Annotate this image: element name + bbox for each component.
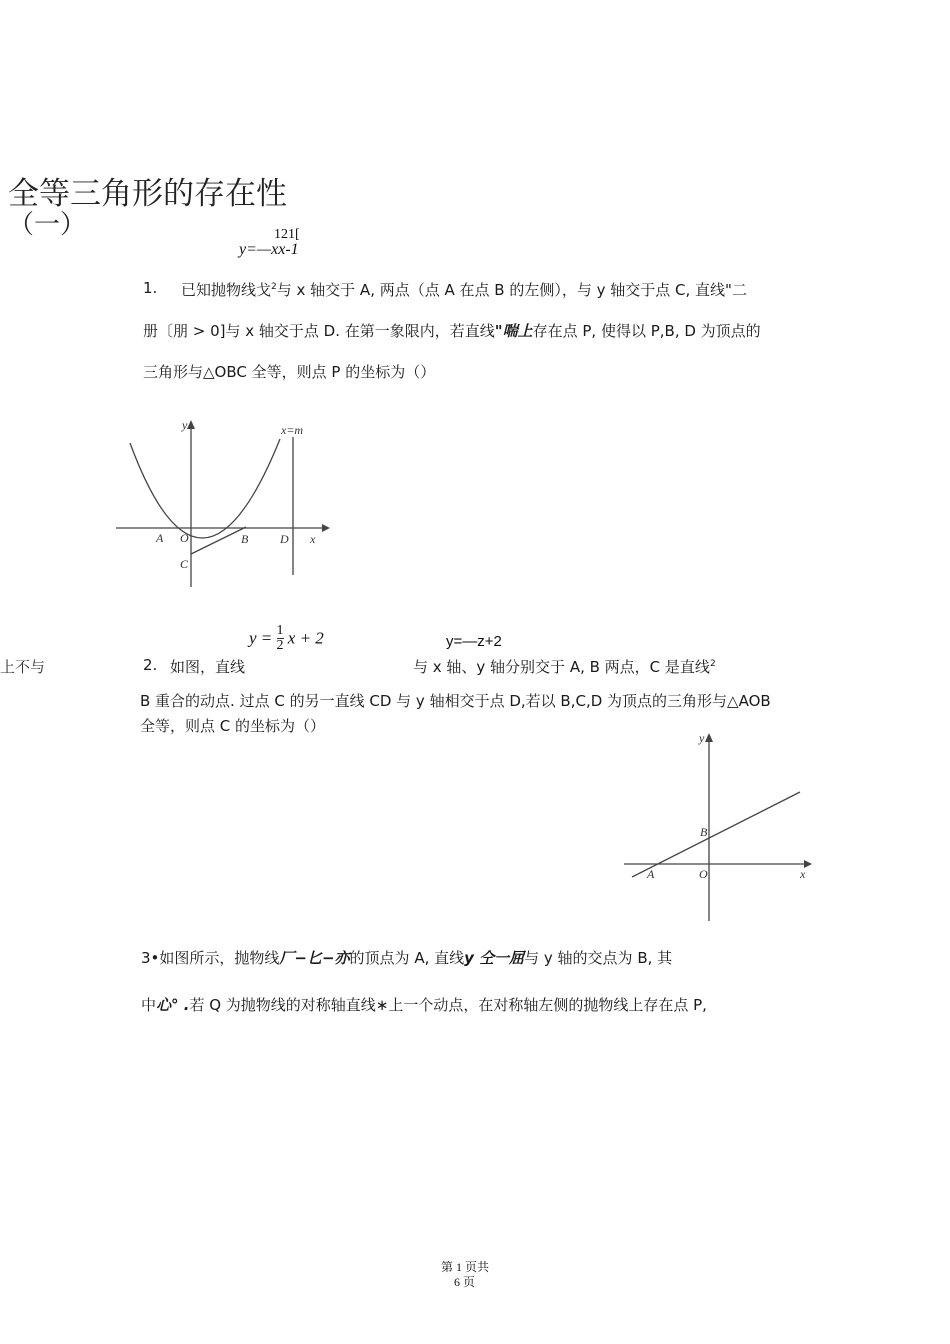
q3-line1-a: 3•如图所示，抛物线 (141, 949, 280, 967)
q1-parabola (130, 439, 280, 538)
q1-line2-b: "喘上 (494, 322, 533, 340)
q2-line1-sup: 2 (709, 659, 716, 669)
q3-line1-c: 的顶点为 A, 直线 (349, 949, 465, 967)
q1-line1-b: 与 x 轴交于 A, 两点（点 A 在点 B 的左侧），与 y 轴交于点 C, 直线"二 (276, 281, 747, 299)
q3-line2-c: 若 Q 为抛物线的对称轴直线∗上一个动点，在对称轴左侧的抛物线上存在点 P, (189, 996, 707, 1014)
page-title: 全等三角形的存在性 (8, 176, 287, 212)
footer-page-line1: 第 1 页共 (441, 1260, 490, 1274)
q2-equation (249, 624, 324, 653)
q1-label-d: D (280, 532, 289, 546)
q2-label-b: B (700, 825, 708, 839)
q3-line1-e: 与 y 轴的交点为 B, 其 (524, 949, 673, 967)
q2-label-o: O (699, 867, 708, 881)
q1-line2-a: 册〔朋 > 0]与 x 轴交于点 D. 在第一象限内，若直线 (143, 322, 495, 340)
q2-label-y: y (699, 731, 705, 745)
q2-eq-fraction (277, 624, 284, 653)
q3-line1-b: 厂−匕−亦 (279, 949, 350, 967)
q1-label-x: x (310, 532, 316, 546)
q1-label-o: O (180, 531, 189, 545)
q3-line1-d: y 仝一屈 (464, 949, 525, 967)
q2-number: 2. (143, 656, 158, 674)
q1-equation: y=—xx-1 (239, 241, 299, 258)
q1-line3: 三角形与△OBC 全等，则点 P 的坐标为（） (143, 363, 436, 381)
q1-label-xm: x=m (281, 423, 304, 437)
q1-label-b: B (241, 532, 249, 546)
q2-equation-2: y=—z+2 (446, 633, 502, 650)
q2-figure (620, 728, 820, 923)
q1-y-arrow (187, 420, 195, 429)
q2-line1 (413, 656, 716, 677)
q1-equation-top: 121[ (274, 227, 300, 242)
q1-line2-c: 存在点 P, 使得以 P,B, D 为顶点的 (532, 322, 761, 340)
q1-label-c: C (180, 557, 189, 571)
q1-line1-sup: 2 (271, 282, 277, 292)
q2-eq-rest: x + 2 (287, 628, 324, 648)
q1-number: 1. (143, 279, 158, 297)
q2-eq-denominator: 2 (276, 638, 284, 653)
footer-page-line2: 6 页 (454, 1275, 476, 1289)
q3-line2 (141, 994, 707, 1015)
page-subtitle: （一） (8, 210, 87, 240)
q3-line1 (141, 947, 672, 968)
q1-label-y: y (182, 418, 188, 432)
q2-left-cut-text: 上不与 (0, 658, 46, 676)
q1-x-arrow (322, 524, 330, 532)
q1-line-cb (191, 527, 246, 554)
q2-label-x: x (800, 867, 806, 881)
q2-label-a: A (647, 867, 655, 881)
q1-label-a: A (156, 531, 164, 545)
q2-lead: 如图，直线 (170, 658, 246, 676)
q2-eq-y: y = (249, 628, 273, 648)
q1-line2 (143, 320, 761, 341)
q1-figure (110, 415, 335, 590)
q2-eq-numerator: 1 (276, 623, 284, 638)
q2-line1-rest: 与 x 轴、y 轴分别交于 A, B 两点，C 是直线 (413, 658, 710, 676)
q2-line3: 全等，则点 C 的坐标为（） (140, 717, 326, 735)
q1-line1 (181, 279, 747, 300)
q3-line2-a: 中 (141, 996, 157, 1014)
q2-y-arrow (705, 733, 713, 742)
q2-line2: B 重合的动点. 过点 C 的另一直线 CD 与 y 轴相交于点 D,若以 B,C,D 为顶点的三角形与△AOB (140, 692, 771, 710)
q3-line2-b: 心° . (156, 996, 190, 1014)
q1-line1-a: 已知抛物线戈 (181, 281, 272, 299)
